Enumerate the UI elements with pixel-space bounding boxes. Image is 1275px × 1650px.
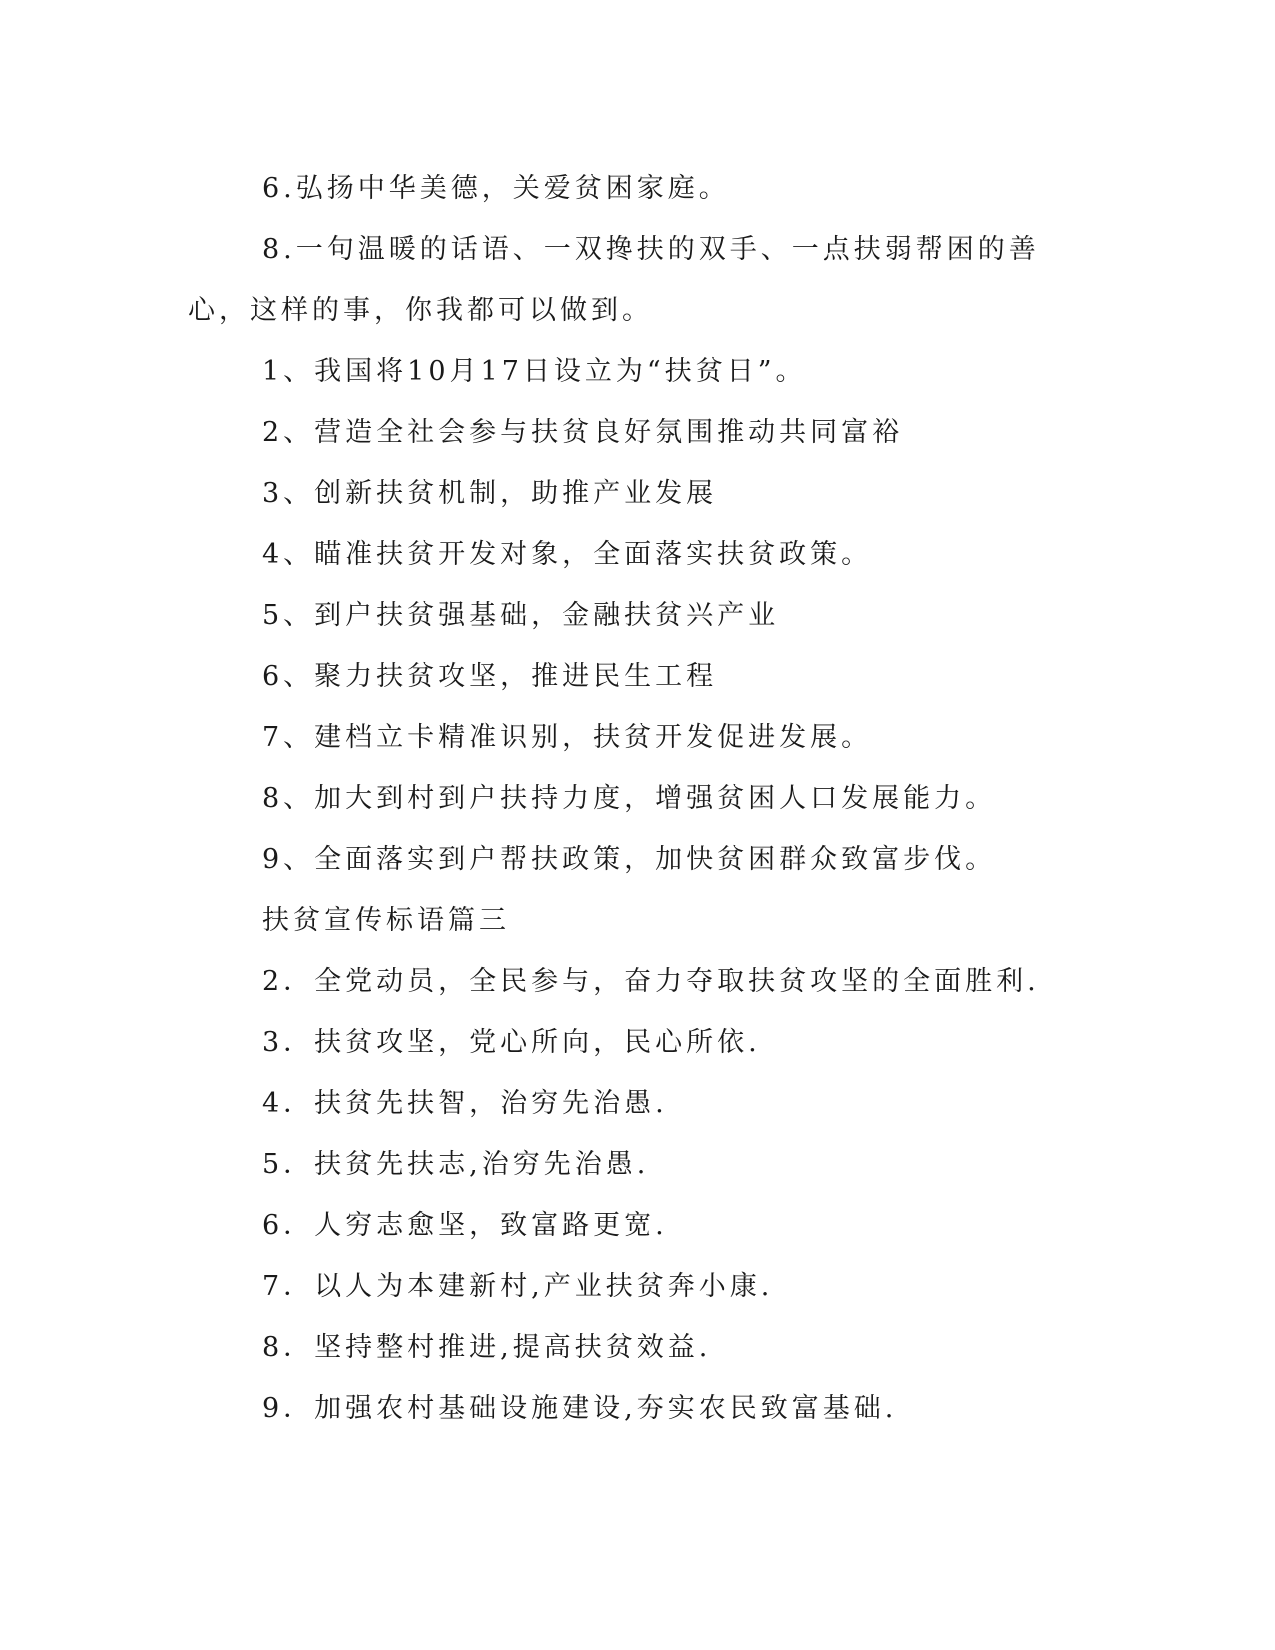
paragraph: 8.一句温暖的话语、一双搀扶的双手、一点扶弱帮困的善心，这样的事，你我都可以做到。 <box>188 234 1040 326</box>
list-item: 5．扶贫先扶志,治穷先治愚. <box>262 1149 650 1180</box>
list-item: 6、聚力扶贫攻坚，推进民生工程 <box>262 661 718 692</box>
list-item: 4、瞄准扶贫开发对象，全面落实扶贫政策。 <box>262 539 873 570</box>
list-item: 8、加大到村到户扶持力度，增强贫困人口发展能力。 <box>262 783 997 814</box>
list-item: 3、创新扶贫机制，助推产业发展 <box>262 478 718 509</box>
list-item: 7．以人为本建新村,产业扶贫奔小康. <box>262 1271 774 1302</box>
list-item: 5、到户扶贫强基础，金融扶贫兴产业 <box>262 600 780 631</box>
list-item: 3．扶贫攻坚，党心所向，民心所依. <box>262 1027 761 1058</box>
section-heading: 扶贫宣传标语篇三 <box>262 905 510 936</box>
list-item: 2、营造全社会参与扶贫良好氛围推动共同富裕 <box>262 417 904 448</box>
list-item: 8．坚持整村推进,提高扶贫效益. <box>262 1332 712 1363</box>
document-body <box>188 158 1078 1439</box>
list-item: 9、全面落实到户帮扶政策，加快贫困群众致富步伐。 <box>262 844 997 875</box>
list-item: 4．扶贫先扶智，治穷先治愚. <box>262 1088 668 1119</box>
list-item: 6．人穷志愈坚，致富路更宽. <box>262 1210 668 1241</box>
list-item: 9．加强农村基础设施建设,夯实农民致富基础. <box>262 1393 898 1424</box>
paragraph: 6.弘扬中华美德，关爱贫困家庭。 <box>262 173 730 204</box>
list-item: 2．全党动员，全民参与，奋力夺取扶贫攻坚的全面胜利. <box>262 966 1040 997</box>
list-item: 1、我国将10月17日设立为“扶贫日”。 <box>262 356 807 387</box>
list-item: 7、建档立卡精准识别，扶贫开发促进发展。 <box>262 722 873 753</box>
